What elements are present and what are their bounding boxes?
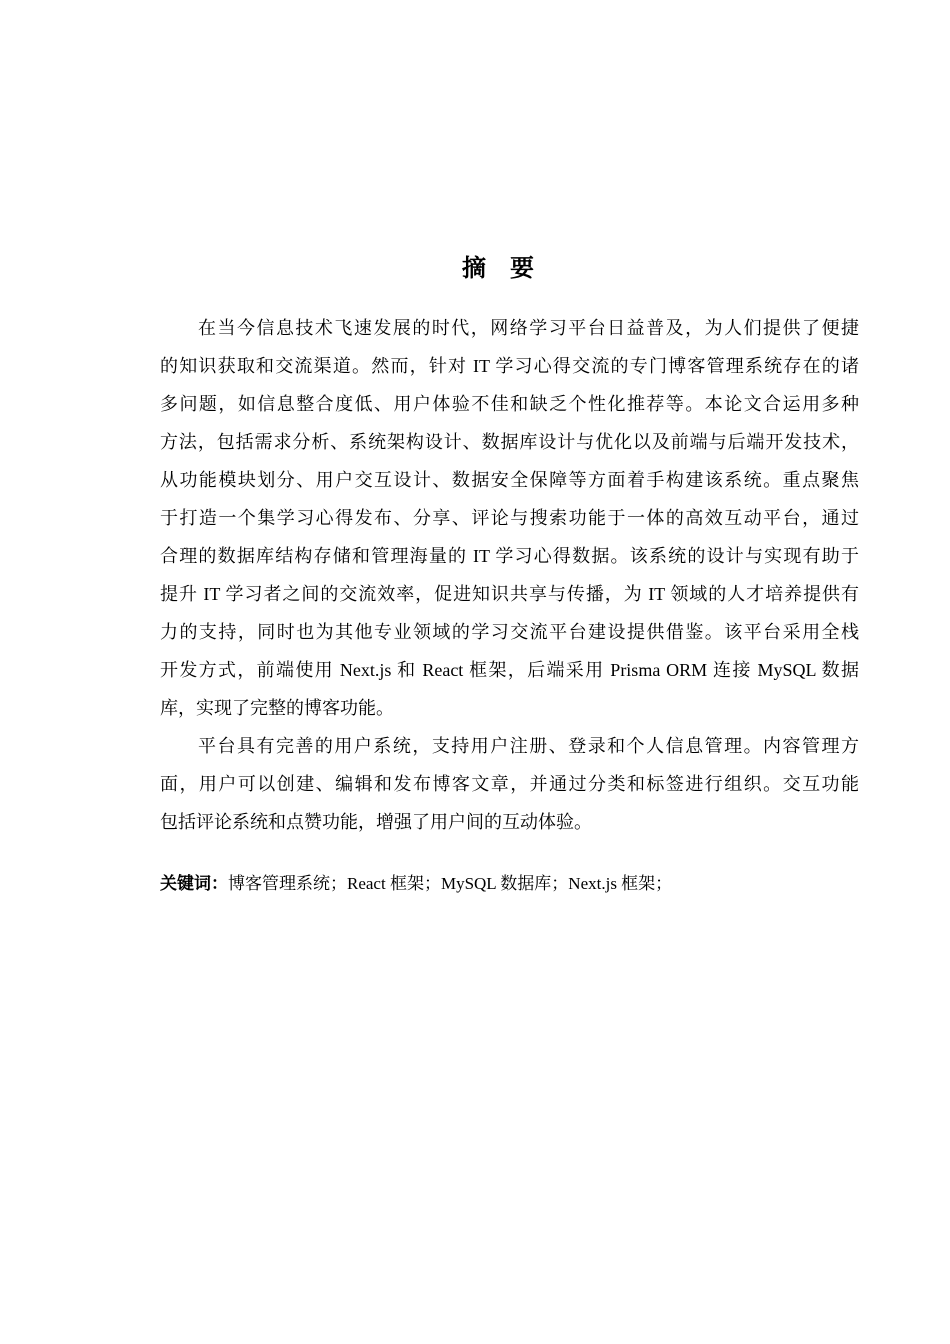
- paragraph-line: 提升 IT 学习者之间的交流效率，促进知识共享与传播，为 IT 领域的人才培养提供有: [160, 584, 859, 604]
- paragraph-line: 库，实现了完整的博客功能。: [160, 698, 394, 718]
- abstract-paragraph: [160, 309, 859, 727]
- paragraph-line: 方法，包括需求分析、系统架构设计、数据库设计与优化以及前端与后端开发技术，: [160, 432, 859, 452]
- abstract-title: 摘要: [462, 256, 558, 282]
- keywords-text: 博客管理系统；React 框架；MySQL 数据库；Next.js 框架；: [228, 874, 673, 893]
- paragraph-line: 在当今信息技术飞速发展的时代，网络学习平台日益普及，为人们提供了便捷: [198, 318, 859, 338]
- abstract-paragraph: [160, 727, 859, 841]
- keywords-label: 关键词：: [160, 874, 228, 893]
- paragraph-line: 从功能模块划分、用户交互设计、数据安全保障等方面着手构建该系统。重点聚焦: [160, 470, 859, 490]
- paragraph-line: 于打造一个集学习心得发布、分享、评论与搜索功能于一体的高效互动平台，通过: [160, 508, 859, 528]
- paragraph-line: 包括评论系统和点赞功能，增强了用户间的互动体验。: [160, 812, 592, 832]
- paragraph-line: 开发方式，前端使用 Next.js 和 React 框架，后端采用 Prisma ORM 连接 MySQL 数据: [160, 660, 859, 680]
- paragraph-line: 面，用户可以创建、编辑和发布博客文章，并通过分类和标签进行组织。交互功能: [160, 774, 859, 794]
- paragraph-line: 力的支持，同时也为其他专业领域的学习交流平台建设提供借鉴。该平台采用全栈: [160, 622, 859, 642]
- keywords: [160, 871, 672, 897]
- paragraph-line: 平台具有完善的用户系统，支持用户注册、登录和个人信息管理。内容管理方: [198, 736, 859, 756]
- paragraph-line: 合理的数据库结构存储和管理海量的 IT 学习心得数据。该系统的设计与实现有助于: [160, 546, 859, 566]
- abstract-body: [160, 309, 859, 841]
- paragraph-line: 的知识获取和交流渠道。然而，针对 IT 学习心得交流的专门博客管理系统存在的诸: [160, 356, 859, 376]
- paragraph-line: 多问题，如信息整合度低、用户体验不佳和缺乏个性化推荐等。本论文合运用多种: [160, 394, 859, 414]
